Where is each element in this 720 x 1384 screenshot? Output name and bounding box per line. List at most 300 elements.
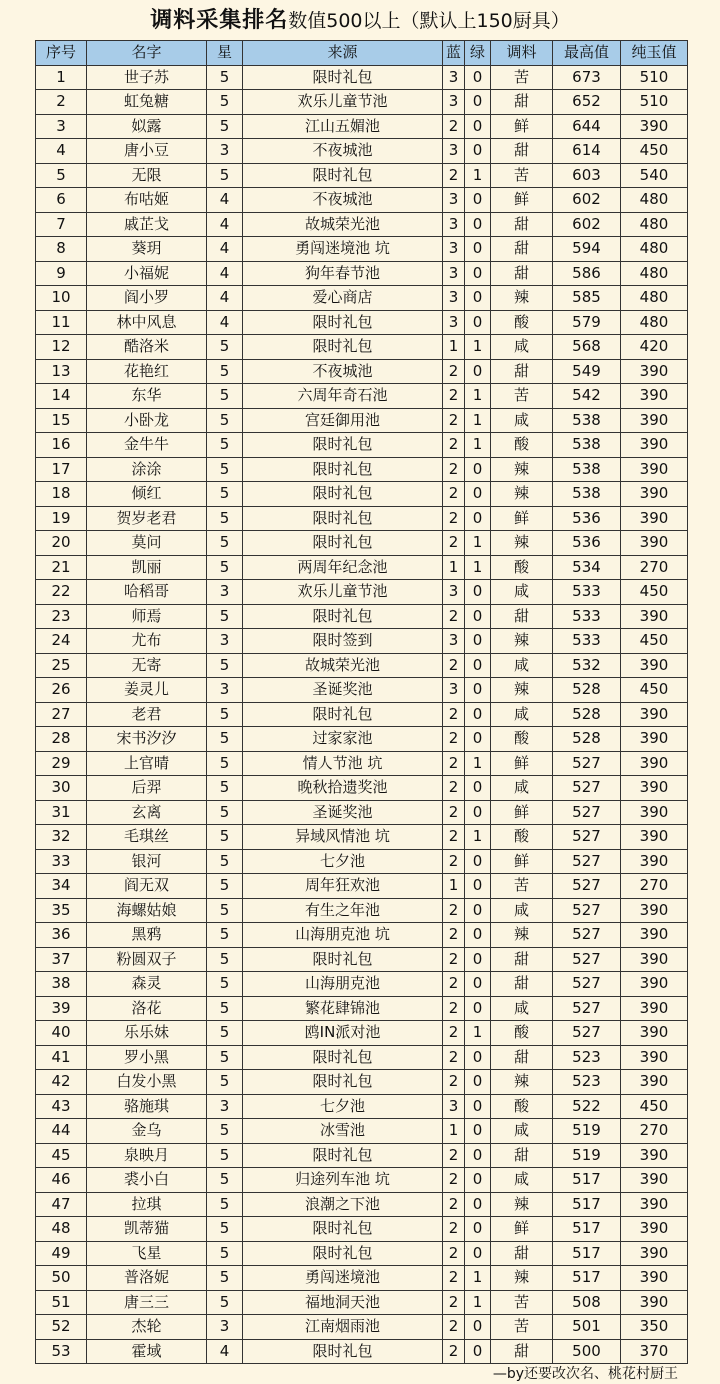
cell-blue: 2 bbox=[443, 825, 465, 850]
cell-jade-value: 450 bbox=[621, 629, 688, 654]
cell-seasoning: 苦 bbox=[491, 384, 553, 409]
table-row bbox=[36, 335, 688, 360]
cell-stars: 5 bbox=[207, 555, 243, 580]
cell-index: 14 bbox=[36, 384, 87, 409]
cell-name: 罗小黑 bbox=[87, 1045, 207, 1070]
cell-green: 0 bbox=[465, 1315, 491, 1340]
cell-jade-value: 540 bbox=[621, 163, 688, 188]
cell-max-value: 527 bbox=[553, 972, 621, 997]
cell-seasoning: 酸 bbox=[491, 1021, 553, 1046]
column-header-max-value: 最高值 bbox=[553, 41, 621, 66]
cell-seasoning: 甜 bbox=[491, 604, 553, 629]
cell-jade-value: 480 bbox=[621, 237, 688, 262]
cell-max-value: 549 bbox=[553, 359, 621, 384]
cell-name: 普洛妮 bbox=[87, 1266, 207, 1291]
cell-green: 0 bbox=[465, 727, 491, 752]
cell-index: 28 bbox=[36, 727, 87, 752]
cell-seasoning: 酸 bbox=[491, 727, 553, 752]
cell-blue: 2 bbox=[443, 653, 465, 678]
cell-stars: 5 bbox=[207, 90, 243, 115]
table-row bbox=[36, 1192, 688, 1217]
cell-jade-value: 390 bbox=[621, 433, 688, 458]
cell-index: 6 bbox=[36, 188, 87, 213]
cell-stars: 5 bbox=[207, 359, 243, 384]
cell-source: 限时礼包 bbox=[243, 335, 443, 360]
cell-stars: 5 bbox=[207, 898, 243, 923]
cell-name: 银河 bbox=[87, 849, 207, 874]
cell-name: 师焉 bbox=[87, 604, 207, 629]
cell-stars: 5 bbox=[207, 1119, 243, 1144]
cell-stars: 4 bbox=[207, 1339, 243, 1364]
cell-green: 0 bbox=[465, 776, 491, 801]
cell-max-value: 527 bbox=[553, 800, 621, 825]
cell-seasoning: 甜 bbox=[491, 261, 553, 286]
table-row bbox=[36, 555, 688, 580]
cell-jade-value: 390 bbox=[621, 923, 688, 948]
cell-index: 7 bbox=[36, 212, 87, 237]
cell-max-value: 517 bbox=[553, 1168, 621, 1193]
cell-jade-value: 390 bbox=[621, 114, 688, 139]
cell-stars: 4 bbox=[207, 188, 243, 213]
table-row bbox=[36, 286, 688, 311]
table-row bbox=[36, 1241, 688, 1266]
cell-source: 限时礼包 bbox=[243, 1339, 443, 1364]
cell-blue: 2 bbox=[443, 457, 465, 482]
cell-seasoning: 咸 bbox=[491, 653, 553, 678]
cell-jade-value: 390 bbox=[621, 457, 688, 482]
cell-source: 限时礼包 bbox=[243, 702, 443, 727]
cell-name: 金乌 bbox=[87, 1119, 207, 1144]
cell-name: 洛花 bbox=[87, 996, 207, 1021]
table-row bbox=[36, 1045, 688, 1070]
cell-name: 乐乐妹 bbox=[87, 1021, 207, 1046]
cell-index: 33 bbox=[36, 849, 87, 874]
table-row bbox=[36, 825, 688, 850]
column-header-jade-value: 纯玉值 bbox=[621, 41, 688, 66]
cell-max-value: 527 bbox=[553, 776, 621, 801]
cell-source: 限时礼包 bbox=[243, 1143, 443, 1168]
cell-max-value: 519 bbox=[553, 1119, 621, 1144]
cell-seasoning: 咸 bbox=[491, 1119, 553, 1144]
cell-green: 0 bbox=[465, 1094, 491, 1119]
cell-jade-value: 270 bbox=[621, 1119, 688, 1144]
cell-index: 13 bbox=[36, 359, 87, 384]
cell-index: 12 bbox=[36, 335, 87, 360]
cell-blue: 2 bbox=[443, 384, 465, 409]
cell-green: 1 bbox=[465, 531, 491, 556]
cell-max-value: 523 bbox=[553, 1070, 621, 1095]
cell-stars: 5 bbox=[207, 800, 243, 825]
cell-stars: 5 bbox=[207, 506, 243, 531]
cell-source: 异域风情池 坑 bbox=[243, 825, 443, 850]
cell-max-value: 527 bbox=[553, 1021, 621, 1046]
cell-max-value: 527 bbox=[553, 849, 621, 874]
cell-name: 拉琪 bbox=[87, 1192, 207, 1217]
cell-jade-value: 450 bbox=[621, 1094, 688, 1119]
cell-source: 限时礼包 bbox=[243, 947, 443, 972]
cell-blue: 2 bbox=[443, 163, 465, 188]
table-row bbox=[36, 90, 688, 115]
cell-seasoning: 甜 bbox=[491, 359, 553, 384]
cell-index: 50 bbox=[36, 1266, 87, 1291]
cell-blue: 2 bbox=[443, 1339, 465, 1364]
cell-source: 限时礼包 bbox=[243, 1070, 443, 1095]
cell-name: 林中风息 bbox=[87, 310, 207, 335]
cell-index: 36 bbox=[36, 923, 87, 948]
cell-stars: 5 bbox=[207, 384, 243, 409]
cell-seasoning: 苦 bbox=[491, 1315, 553, 1340]
table-row bbox=[36, 384, 688, 409]
cell-green: 0 bbox=[465, 898, 491, 923]
cell-seasoning: 甜 bbox=[491, 1143, 553, 1168]
cell-blue: 3 bbox=[443, 90, 465, 115]
cell-index: 49 bbox=[36, 1241, 87, 1266]
cell-stars: 5 bbox=[207, 1070, 243, 1095]
cell-jade-value: 450 bbox=[621, 139, 688, 164]
cell-stars: 5 bbox=[207, 996, 243, 1021]
cell-seasoning: 咸 bbox=[491, 702, 553, 727]
cell-seasoning: 苦 bbox=[491, 163, 553, 188]
cell-seasoning: 甜 bbox=[491, 212, 553, 237]
cell-blue: 2 bbox=[443, 923, 465, 948]
cell-index: 25 bbox=[36, 653, 87, 678]
cell-index: 47 bbox=[36, 1192, 87, 1217]
cell-seasoning: 咸 bbox=[491, 1168, 553, 1193]
cell-stars: 5 bbox=[207, 408, 243, 433]
table-row bbox=[36, 188, 688, 213]
cell-stars: 3 bbox=[207, 629, 243, 654]
table-row bbox=[36, 237, 688, 262]
cell-name: 尤布 bbox=[87, 629, 207, 654]
cell-stars: 5 bbox=[207, 972, 243, 997]
cell-source: 山海朋克池 bbox=[243, 972, 443, 997]
cell-stars: 5 bbox=[207, 874, 243, 899]
cell-blue: 2 bbox=[443, 702, 465, 727]
cell-index: 32 bbox=[36, 825, 87, 850]
cell-green: 1 bbox=[465, 384, 491, 409]
cell-blue: 2 bbox=[443, 1290, 465, 1315]
cell-index: 34 bbox=[36, 874, 87, 899]
cell-max-value: 528 bbox=[553, 727, 621, 752]
cell-green: 0 bbox=[465, 261, 491, 286]
cell-index: 18 bbox=[36, 482, 87, 507]
cell-max-value: 602 bbox=[553, 188, 621, 213]
cell-source: 六周年奇石池 bbox=[243, 384, 443, 409]
cell-name: 姒露 bbox=[87, 114, 207, 139]
cell-source: 浪潮之下池 bbox=[243, 1192, 443, 1217]
cell-jade-value: 390 bbox=[621, 408, 688, 433]
cell-stars: 5 bbox=[207, 1192, 243, 1217]
cell-stars: 5 bbox=[207, 1045, 243, 1070]
cell-source: 福地洞天池 bbox=[243, 1290, 443, 1315]
cell-jade-value: 480 bbox=[621, 286, 688, 311]
cell-max-value: 527 bbox=[553, 874, 621, 899]
cell-index: 37 bbox=[36, 947, 87, 972]
table-row bbox=[36, 139, 688, 164]
cell-green: 1 bbox=[465, 1290, 491, 1315]
cell-green: 0 bbox=[465, 702, 491, 727]
cell-name: 凯丽 bbox=[87, 555, 207, 580]
cell-green: 0 bbox=[465, 629, 491, 654]
cell-name: 白发小黑 bbox=[87, 1070, 207, 1095]
cell-blue: 2 bbox=[443, 482, 465, 507]
cell-stars: 5 bbox=[207, 163, 243, 188]
table-row bbox=[36, 1290, 688, 1315]
cell-name: 葵玥 bbox=[87, 237, 207, 262]
cell-source: 鸥IN派对池 bbox=[243, 1021, 443, 1046]
cell-max-value: 538 bbox=[553, 433, 621, 458]
cell-seasoning: 辣 bbox=[491, 286, 553, 311]
cell-name: 哈稻哥 bbox=[87, 580, 207, 605]
cell-stars: 5 bbox=[207, 702, 243, 727]
cell-jade-value: 390 bbox=[621, 947, 688, 972]
cell-stars: 3 bbox=[207, 1315, 243, 1340]
cell-name: 海螺姑娘 bbox=[87, 898, 207, 923]
cell-seasoning: 辣 bbox=[491, 457, 553, 482]
cell-index: 48 bbox=[36, 1217, 87, 1242]
cell-jade-value: 390 bbox=[621, 727, 688, 752]
cell-blue: 2 bbox=[443, 433, 465, 458]
cell-jade-value: 390 bbox=[621, 996, 688, 1021]
cell-seasoning: 甜 bbox=[491, 972, 553, 997]
cell-seasoning: 辣 bbox=[491, 1070, 553, 1095]
cell-max-value: 527 bbox=[553, 825, 621, 850]
table-row bbox=[36, 1168, 688, 1193]
cell-name: 唐三三 bbox=[87, 1290, 207, 1315]
cell-stars: 5 bbox=[207, 114, 243, 139]
cell-blue: 2 bbox=[443, 1266, 465, 1291]
table-row bbox=[36, 751, 688, 776]
cell-max-value: 614 bbox=[553, 139, 621, 164]
table-row bbox=[36, 923, 688, 948]
table-row bbox=[36, 65, 688, 90]
cell-max-value: 594 bbox=[553, 237, 621, 262]
cell-blue: 3 bbox=[443, 237, 465, 262]
table-row bbox=[36, 1217, 688, 1242]
cell-green: 0 bbox=[465, 1192, 491, 1217]
cell-max-value: 542 bbox=[553, 384, 621, 409]
cell-index: 19 bbox=[36, 506, 87, 531]
table-row bbox=[36, 506, 688, 531]
cell-index: 4 bbox=[36, 139, 87, 164]
cell-index: 17 bbox=[36, 457, 87, 482]
cell-source: 限时礼包 bbox=[243, 531, 443, 556]
table-row bbox=[36, 310, 688, 335]
cell-max-value: 673 bbox=[553, 65, 621, 90]
cell-source: 故城荣光池 bbox=[243, 212, 443, 237]
cell-stars: 4 bbox=[207, 237, 243, 262]
cell-stars: 5 bbox=[207, 923, 243, 948]
cell-green: 1 bbox=[465, 163, 491, 188]
cell-jade-value: 390 bbox=[621, 482, 688, 507]
cell-max-value: 527 bbox=[553, 947, 621, 972]
cell-stars: 5 bbox=[207, 1290, 243, 1315]
cell-jade-value: 480 bbox=[621, 261, 688, 286]
cell-stars: 5 bbox=[207, 1143, 243, 1168]
cell-source: 七夕池 bbox=[243, 849, 443, 874]
cell-seasoning: 鲜 bbox=[491, 506, 553, 531]
cell-source: 七夕池 bbox=[243, 1094, 443, 1119]
cell-stars: 5 bbox=[207, 482, 243, 507]
cell-stars: 5 bbox=[207, 653, 243, 678]
cell-jade-value: 390 bbox=[621, 1045, 688, 1070]
cell-stars: 5 bbox=[207, 1217, 243, 1242]
cell-jade-value: 390 bbox=[621, 359, 688, 384]
cell-seasoning: 苦 bbox=[491, 874, 553, 899]
cell-blue: 2 bbox=[443, 604, 465, 629]
cell-max-value: 652 bbox=[553, 90, 621, 115]
cell-name: 姜灵儿 bbox=[87, 678, 207, 703]
cell-blue: 1 bbox=[443, 874, 465, 899]
cell-blue: 3 bbox=[443, 310, 465, 335]
cell-index: 31 bbox=[36, 800, 87, 825]
cell-blue: 2 bbox=[443, 1192, 465, 1217]
cell-blue: 3 bbox=[443, 139, 465, 164]
cell-green: 1 bbox=[465, 825, 491, 850]
cell-seasoning: 辣 bbox=[491, 629, 553, 654]
cell-blue: 1 bbox=[443, 555, 465, 580]
table-body bbox=[36, 65, 688, 1364]
cell-blue: 2 bbox=[443, 751, 465, 776]
table-row bbox=[36, 629, 688, 654]
cell-green: 0 bbox=[465, 65, 491, 90]
table-row bbox=[36, 482, 688, 507]
cell-jade-value: 390 bbox=[621, 506, 688, 531]
cell-seasoning: 咸 bbox=[491, 898, 553, 923]
cell-seasoning: 咸 bbox=[491, 408, 553, 433]
cell-name: 金牛牛 bbox=[87, 433, 207, 458]
cell-green: 1 bbox=[465, 751, 491, 776]
cell-name: 老君 bbox=[87, 702, 207, 727]
ranking-table bbox=[35, 40, 688, 1364]
table-row bbox=[36, 678, 688, 703]
cell-green: 0 bbox=[465, 90, 491, 115]
cell-seasoning: 酸 bbox=[491, 1094, 553, 1119]
cell-name: 小福妮 bbox=[87, 261, 207, 286]
cell-max-value: 517 bbox=[553, 1217, 621, 1242]
cell-green: 0 bbox=[465, 947, 491, 972]
cell-blue: 3 bbox=[443, 678, 465, 703]
cell-green: 1 bbox=[465, 555, 491, 580]
cell-stars: 5 bbox=[207, 776, 243, 801]
cell-max-value: 517 bbox=[553, 1266, 621, 1291]
table-row bbox=[36, 1070, 688, 1095]
table-row bbox=[36, 408, 688, 433]
cell-source: 晚秋拾遗奖池 bbox=[243, 776, 443, 801]
table-row bbox=[36, 800, 688, 825]
cell-green: 0 bbox=[465, 849, 491, 874]
cell-jade-value: 510 bbox=[621, 90, 688, 115]
cell-seasoning: 辣 bbox=[491, 482, 553, 507]
cell-index: 45 bbox=[36, 1143, 87, 1168]
cell-green: 0 bbox=[465, 1168, 491, 1193]
cell-source: 圣诞奖池 bbox=[243, 800, 443, 825]
cell-name: 阎无双 bbox=[87, 874, 207, 899]
cell-name: 东华 bbox=[87, 384, 207, 409]
cell-max-value: 500 bbox=[553, 1339, 621, 1364]
cell-blue: 3 bbox=[443, 580, 465, 605]
cell-index: 23 bbox=[36, 604, 87, 629]
table-row bbox=[36, 163, 688, 188]
cell-jade-value: 480 bbox=[621, 310, 688, 335]
cell-stars: 5 bbox=[207, 1266, 243, 1291]
cell-seasoning: 辣 bbox=[491, 1266, 553, 1291]
cell-index: 51 bbox=[36, 1290, 87, 1315]
cell-name: 唐小豆 bbox=[87, 139, 207, 164]
cell-name: 霍域 bbox=[87, 1339, 207, 1364]
table-row bbox=[36, 580, 688, 605]
cell-source: 圣诞奖池 bbox=[243, 678, 443, 703]
cell-max-value: 517 bbox=[553, 1192, 621, 1217]
cell-name: 小卧龙 bbox=[87, 408, 207, 433]
cell-stars: 5 bbox=[207, 825, 243, 850]
cell-stars: 5 bbox=[207, 727, 243, 752]
cell-source: 限时礼包 bbox=[243, 163, 443, 188]
cell-max-value: 517 bbox=[553, 1241, 621, 1266]
cell-seasoning: 咸 bbox=[491, 580, 553, 605]
cell-green: 0 bbox=[465, 1119, 491, 1144]
cell-source: 两周年纪念池 bbox=[243, 555, 443, 580]
cell-jade-value: 390 bbox=[621, 1266, 688, 1291]
cell-green: 0 bbox=[465, 1217, 491, 1242]
cell-name: 宋书汐汐 bbox=[87, 727, 207, 752]
cell-seasoning: 甜 bbox=[491, 139, 553, 164]
cell-max-value: 585 bbox=[553, 286, 621, 311]
cell-max-value: 602 bbox=[553, 212, 621, 237]
cell-jade-value: 480 bbox=[621, 212, 688, 237]
cell-stars: 5 bbox=[207, 531, 243, 556]
cell-name: 莫问 bbox=[87, 531, 207, 556]
cell-green: 1 bbox=[465, 1266, 491, 1291]
cell-name: 上官晴 bbox=[87, 751, 207, 776]
table-row bbox=[36, 776, 688, 801]
cell-jade-value: 390 bbox=[621, 1070, 688, 1095]
cell-seasoning: 鲜 bbox=[491, 751, 553, 776]
cell-green: 1 bbox=[465, 433, 491, 458]
cell-green: 0 bbox=[465, 874, 491, 899]
cell-max-value: 533 bbox=[553, 604, 621, 629]
table-row bbox=[36, 874, 688, 899]
cell-blue: 2 bbox=[443, 947, 465, 972]
cell-max-value: 586 bbox=[553, 261, 621, 286]
cell-index: 27 bbox=[36, 702, 87, 727]
cell-source: 周年狂欢池 bbox=[243, 874, 443, 899]
cell-seasoning: 酸 bbox=[491, 310, 553, 335]
cell-max-value: 538 bbox=[553, 408, 621, 433]
cell-stars: 5 bbox=[207, 335, 243, 360]
cell-jade-value: 390 bbox=[621, 384, 688, 409]
cell-index: 26 bbox=[36, 678, 87, 703]
cell-index: 39 bbox=[36, 996, 87, 1021]
cell-green: 0 bbox=[465, 114, 491, 139]
cell-index: 24 bbox=[36, 629, 87, 654]
cell-seasoning: 辣 bbox=[491, 531, 553, 556]
cell-blue: 2 bbox=[443, 849, 465, 874]
cell-seasoning: 苦 bbox=[491, 65, 553, 90]
cell-blue: 2 bbox=[443, 1143, 465, 1168]
cell-seasoning: 酸 bbox=[491, 825, 553, 850]
cell-seasoning: 咸 bbox=[491, 335, 553, 360]
cell-green: 0 bbox=[465, 996, 491, 1021]
cell-blue: 2 bbox=[443, 776, 465, 801]
cell-blue: 2 bbox=[443, 1217, 465, 1242]
cell-source: 冰雪池 bbox=[243, 1119, 443, 1144]
cell-green: 0 bbox=[465, 212, 491, 237]
cell-green: 0 bbox=[465, 506, 491, 531]
cell-index: 3 bbox=[36, 114, 87, 139]
cell-blue: 3 bbox=[443, 1094, 465, 1119]
cell-index: 30 bbox=[36, 776, 87, 801]
